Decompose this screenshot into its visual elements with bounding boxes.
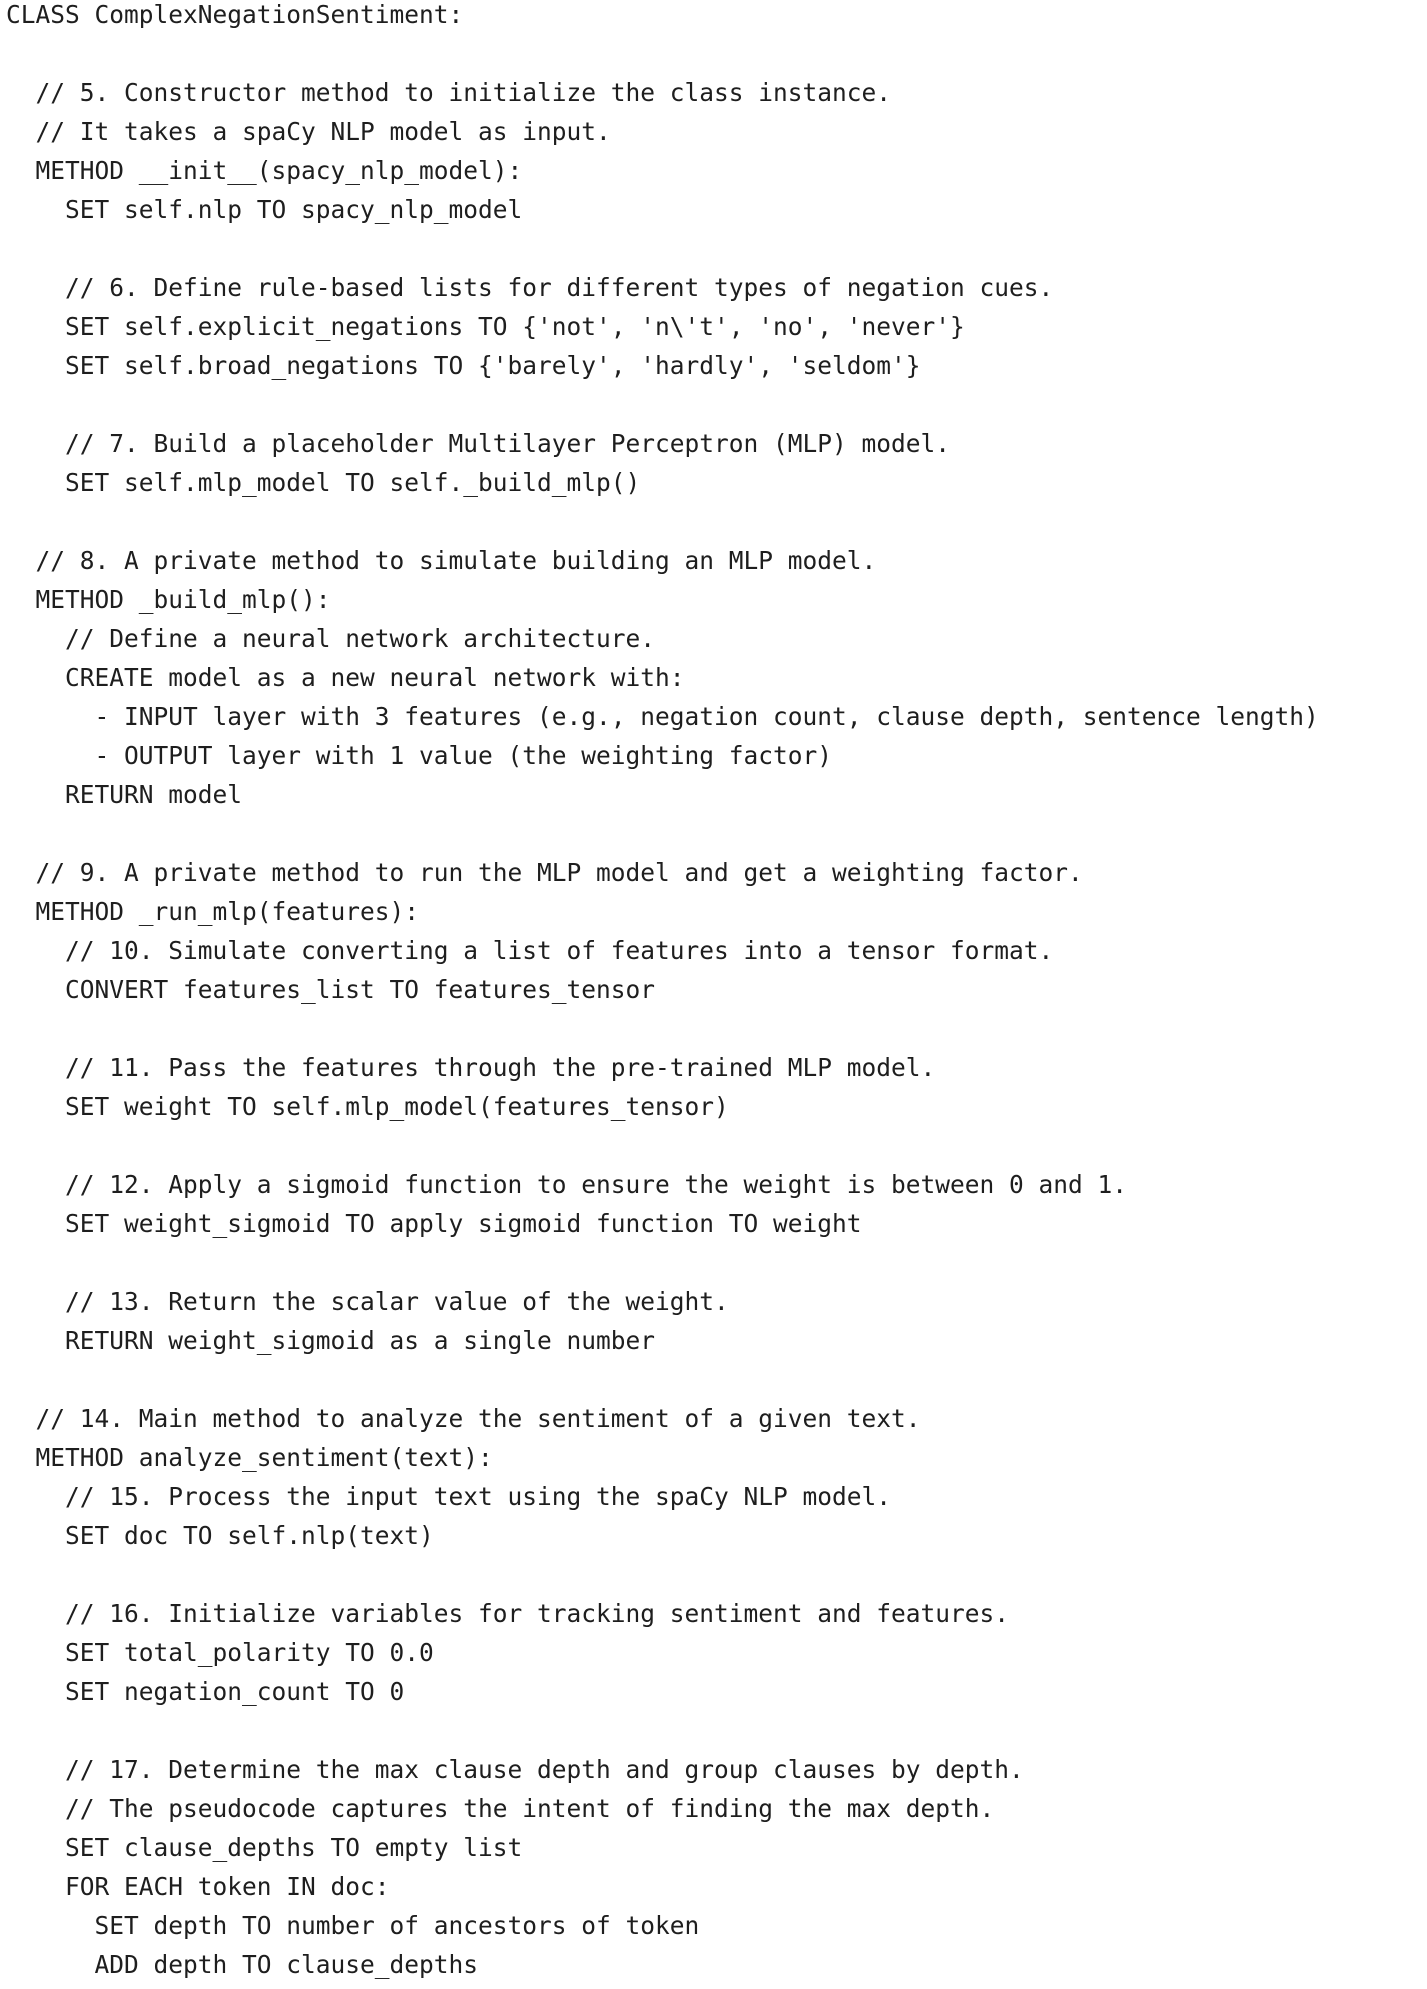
code-line: METHOD analyze_sentiment(text): [6,1443,493,1472]
code-line: // 9. A private method to run the MLP model and get a weighting factor. [6,858,1083,887]
code-line: FOR EACH token IN doc: [6,1872,390,1901]
code-line: // 8. A private method to simulate building an MLP model. [6,546,877,575]
code-line: SET doc TO self.nlp(text) [6,1521,434,1550]
code-line [6,1014,1421,1053]
code-line: // 15. Process the input text using the spaCy NLP model. [6,1482,892,1511]
code-line: // 16. Initialize variables for tracking sentiment and features. [6,1599,1010,1628]
code-line [6,507,1421,546]
code-line: // 11. Pass the features through the pre-trained MLP model. [6,1053,936,1082]
pseudocode-block [6,0,1421,1989]
code-line: SET self.explicit_negations TO {'not', 'n\'t', 'no', 'never'} [6,312,965,341]
code-line: // 17. Determine the max clause depth and group clauses by depth. [6,1755,1024,1784]
code-line [6,1716,1421,1755]
code-line [6,1560,1421,1599]
code-line: SET total_polarity TO 0.0 [6,1638,434,1667]
code-line: // 7. Build a placeholder Multilayer Perceptron (MLP) model. [6,429,951,458]
code-line: RETURN model [6,780,243,809]
code-line: // The pseudocode captures the intent of finding the max depth. [6,1794,995,1823]
code-line: // It takes a spaCy NLP model as input. [6,117,611,146]
code-line [6,819,1421,858]
code-line: // 13. Return the scalar value of the weight. [6,1287,729,1316]
code-line [6,390,1421,429]
code-line [6,1248,1421,1287]
code-line: CONVERT features_list TO features_tensor [6,975,656,1004]
code-line: METHOD _run_mlp(features): [6,897,420,926]
code-line: SET negation_count TO 0 [6,1677,405,1706]
code-line: ADD depth TO clause_depths [6,1950,479,1979]
code-line: // 6. Define rule-based lists for different types of negation cues. [6,273,1054,302]
code-line: // 5. Constructor method to initialize the class instance. [6,78,892,107]
code-line [6,1131,1421,1170]
code-line: - INPUT layer with 3 features (e.g., negation count, clause depth, sentence length) [6,702,1319,731]
code-line [6,234,1421,273]
code-line: // Define a neural network architecture. [6,624,656,653]
code-line: SET depth TO number of ancestors of token [6,1911,700,1940]
code-line: - OUTPUT layer with 1 value (the weighting factor) [6,741,833,770]
code-line: RETURN weight_sigmoid as a single number [6,1326,656,1355]
code-line: CLASS ComplexNegationSentiment: [6,0,464,29]
code-line: // 14. Main method to analyze the sentiment of a given text. [6,1404,921,1433]
code-line: SET weight_sigmoid TO apply sigmoid function TO weight [6,1209,862,1238]
code-line: SET weight TO self.mlp_model(features_tensor) [6,1092,729,1121]
code-line: SET self.nlp TO spacy_nlp_model [6,195,523,224]
code-line: METHOD _build_mlp(): [6,585,331,614]
code-line: CREATE model as a new neural network with: [6,663,685,692]
code-line [6,1365,1421,1404]
code-line: // 12. Apply a sigmoid function to ensure the weight is between 0 and 1. [6,1170,1128,1199]
code-line: SET self.broad_negations TO {'barely', 'hardly', 'seldom'} [6,351,921,380]
code-line: // 10. Simulate converting a list of features into a tensor format. [6,936,1054,965]
code-line: SET self.mlp_model TO self._build_mlp() [6,468,641,497]
code-line [6,39,1421,78]
code-line: SET clause_depths TO empty list [6,1833,523,1862]
code-line: METHOD __init__(spacy_nlp_model): [6,156,523,185]
